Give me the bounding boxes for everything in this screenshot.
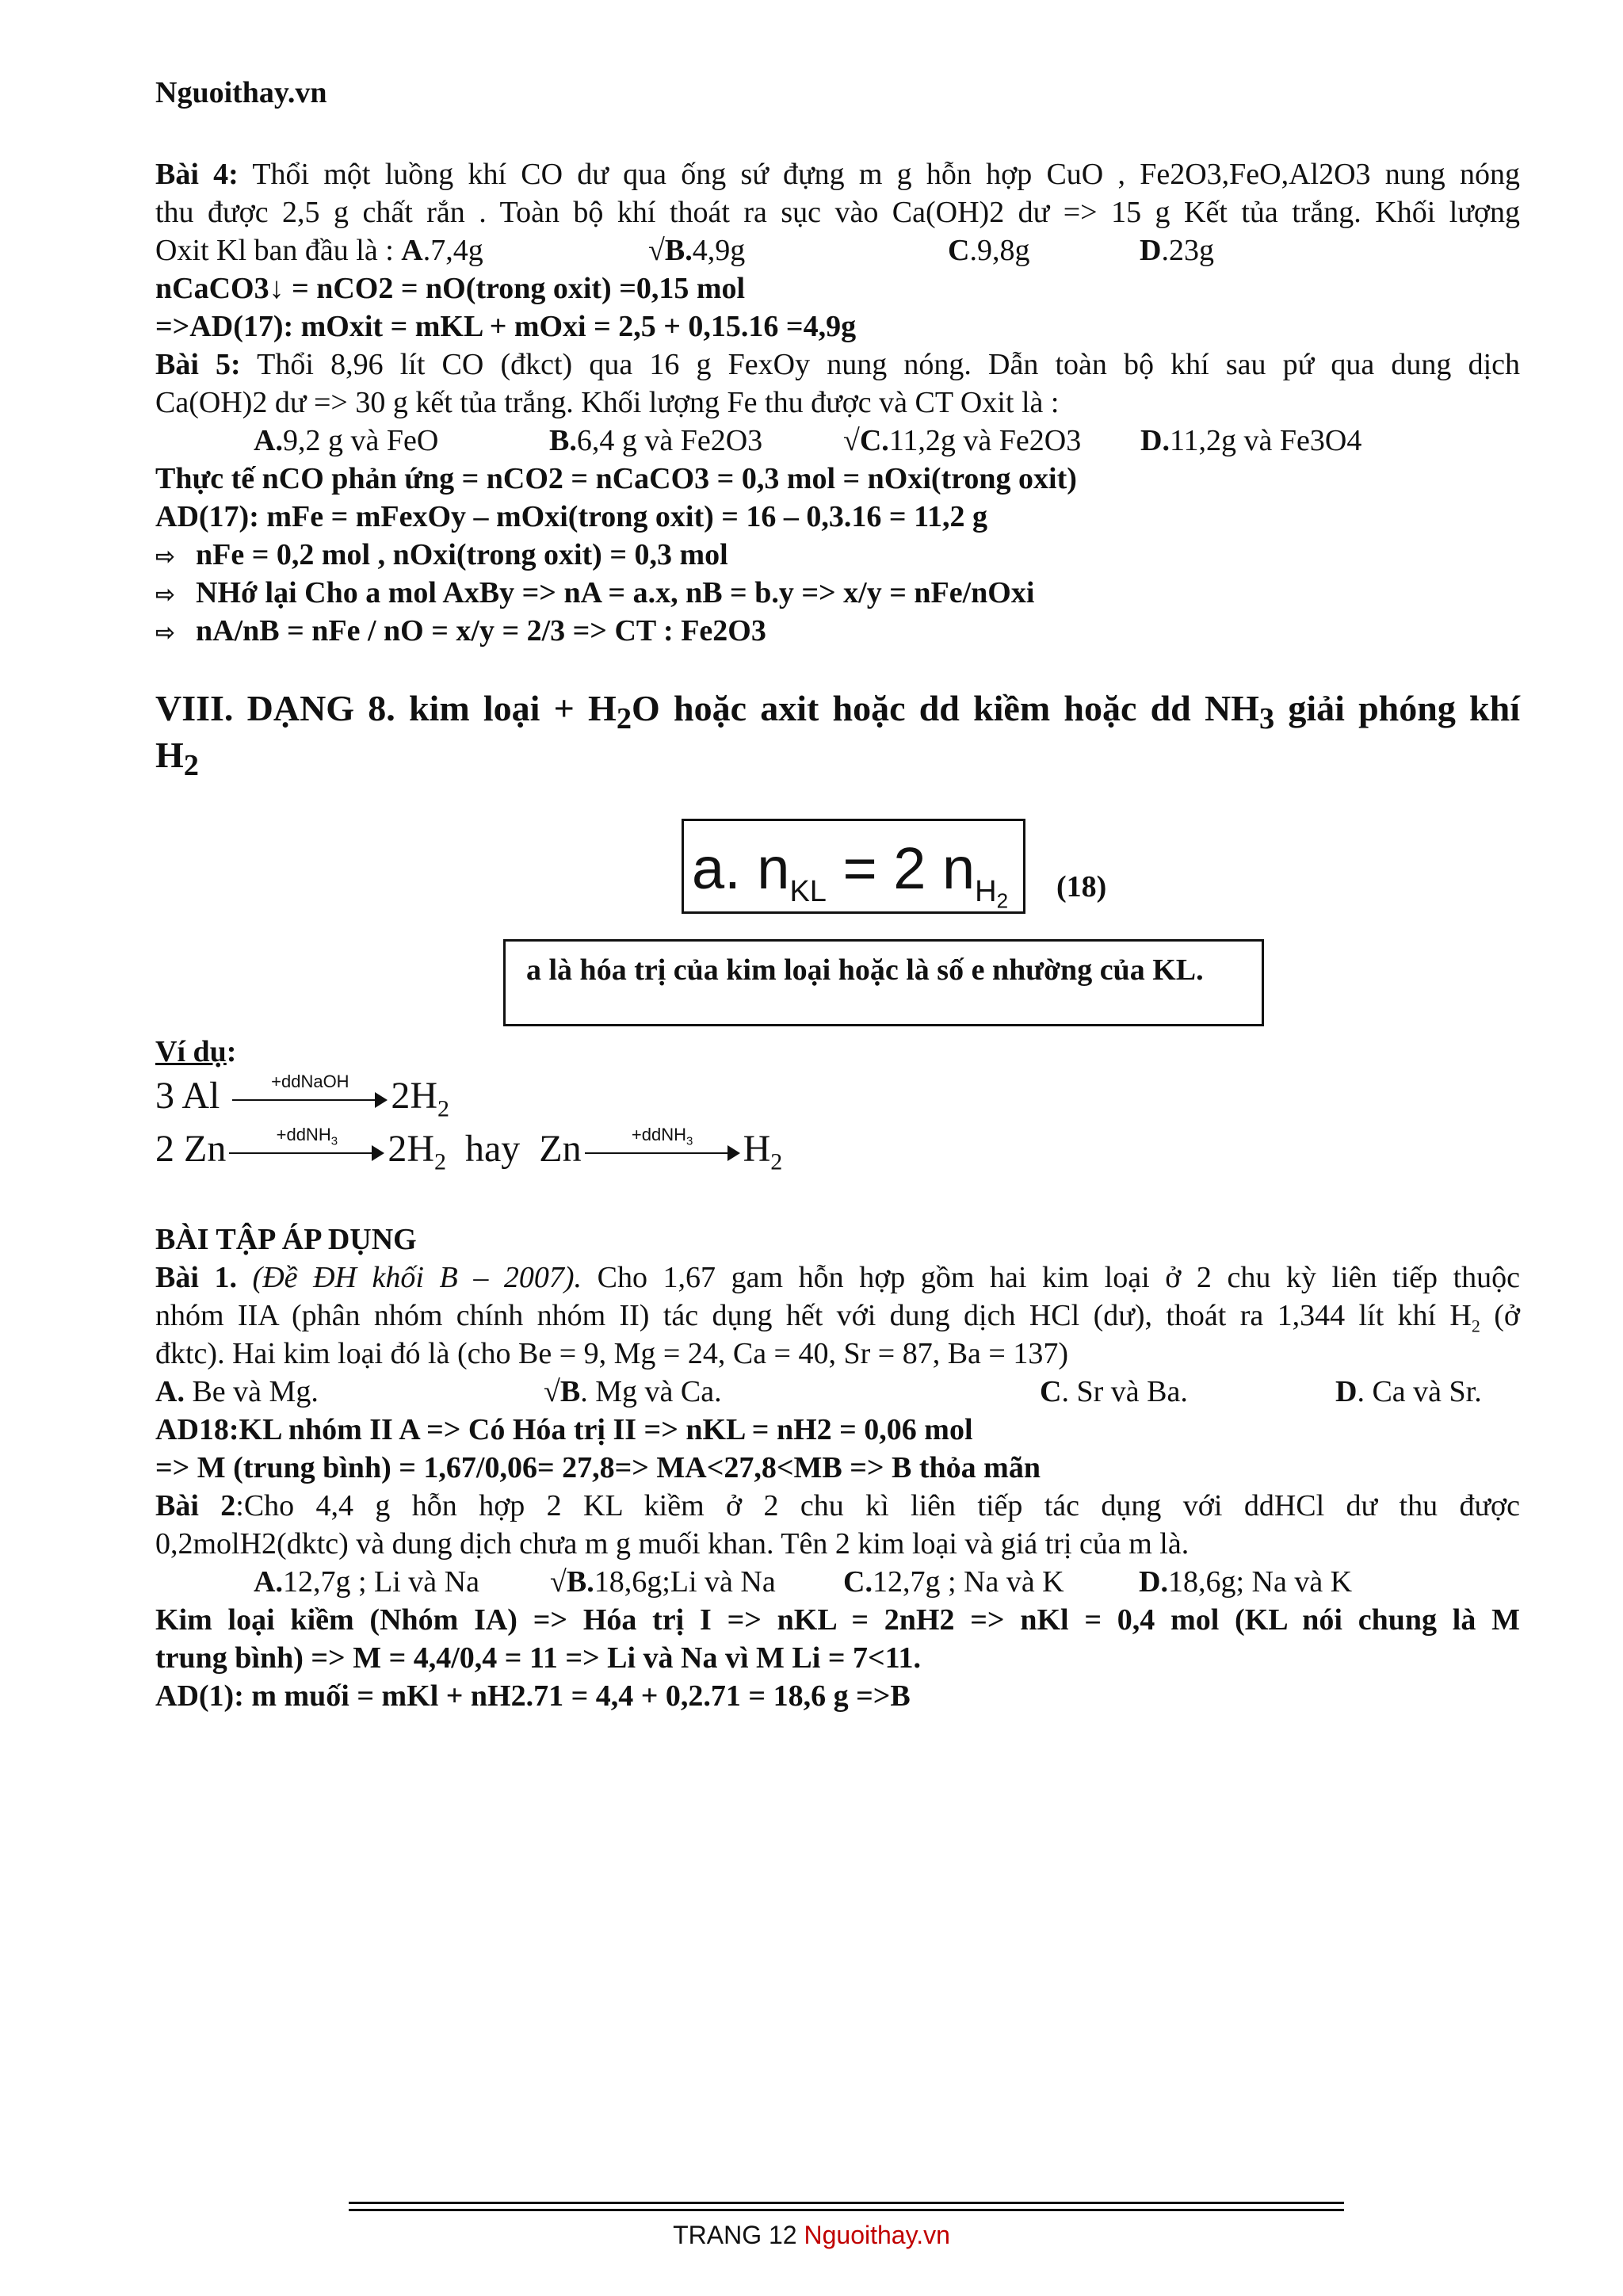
formula-18-box: a. $n_{KL} = 2$ $n_{H_2}$ <box>682 819 1025 914</box>
formula-number: (18) <box>1056 870 1107 904</box>
bai5-solution-3: ⇨ nFe = 0,2 mol , nOxi(trong oxit) = 0,3 mol <box>155 536 1520 576</box>
bai1-line3: đktc). Hai kim loại đó là (cho Be = 9, Mg = 24, Ca = 40, Sr = 87, Ba = 137) <box>155 1337 1069 1370</box>
arrow-head-icon <box>375 1092 388 1108</box>
note-text: a là hóa trị của kim loại hoặc là số e nhường của KL. <box>526 953 1204 987</box>
bai5-solution-1: Thực tế nCO phản ứng = nCO2 = nCaCO3 = 0,3 mol = nOxi(trong oxit) <box>155 462 1077 495</box>
bai2-solution-2: trung bình) => M = 4,4/0,4 = 11 => Li và Na vì M Li = 7<11. <box>155 1641 922 1675</box>
bai5-line1: Bài 5: Thổi 8,96 lít CO (đkct) qua 16 g FexOy nung nóng. Dẫn toàn bộ khí sau pứ qua dung dịch <box>155 348 1520 381</box>
bai1-option-d: D. Ca và Sr. <box>1335 1375 1482 1408</box>
bai5-solution-4: ⇨ NHớ lại Cho a mol AxBy => nA = a.x, nB = b.y => x/y = nFe/nOxi <box>155 574 1520 614</box>
bai2-option-c: C.12,7g ; Na và K <box>843 1565 1064 1599</box>
bai2-solution-3: AD(1): m muối = mKl + nH2.71 = 4,4 + 0,2.71 = 18,6 g =>B <box>155 1679 911 1713</box>
reaction-2: 2 Zn +ddNH$_3$ $2H_2$ hay Zn +ddNH$_3$ $H_2$ <box>155 1125 783 1175</box>
reaction-arrow: +ddNH$_3$ <box>585 1125 740 1173</box>
footer-rule <box>349 2202 1344 2204</box>
bai5-solution-2: AD(17): mFe = mFexOy – mOxi(trong oxit) = 16 – 0,3.16 = 11,2 g <box>155 500 987 533</box>
bai5-solution-5: ⇨ nA/nB = nFe / nO = x/y = 2/3 => CT : Fe2O3 <box>155 612 1520 652</box>
bai4-line2: thu được 2,5 g chất rắn . Toàn bộ khí thoát ra sục vào Ca(OH)2 dư => 15 g Kết tủa trắng. Khối lượng <box>155 196 1520 229</box>
page-number: TRANG 12 <box>673 2221 804 2249</box>
footer-site-link[interactable]: Nguoithay.vn <box>804 2221 950 2249</box>
bai1-options: A. Be và Mg. √B. Mg và Ca. C. Sr và Ba. D. Ca và Sr. <box>155 1373 1520 1411</box>
section-8-title: VIII. DẠNG 8. kim loại + $H_2O$ hoặc axit hoặc dd kiềm hoặc dd $NH_3$ giải phóng khí <box>155 688 1520 736</box>
bai4-label: Bài 4: <box>155 158 239 191</box>
bai4-option-b: √B.4,9g <box>648 234 746 267</box>
bai4-line1: Bài 4: Thổi một luồng khí CO dư qua ống sứ đựng m g hỗn hợp CuO , Fe2O3,FeO,Al2O3 nung nóng <box>155 158 1521 191</box>
bai2-options: A.12,7g ; Li và Na √B.18,6g;Li và Na C.12,7g ; Na và K D.18,6g; Na và K <box>254 1563 1520 1601</box>
bai4-solution-1: nCaCO3↓ = nCO2 = nO(trong oxit) =0,15 mol <box>155 272 746 305</box>
bai1-line2: nhóm IIA (phân nhóm chính nhóm II) tác dụng hết với dung dịch HCl (dư), thoát ra 1,344 lít khí $H_2$ (ở <box>155 1299 1520 1336</box>
footer <box>0 2219 1623 2251</box>
arrow-head-icon <box>727 1145 740 1161</box>
reaction-arrow: +ddNaOH <box>232 1072 388 1120</box>
bai1-line1: Bài 1. (Đề ĐH khối B – 2007). Cho 1,67 gam hỗn hợp gồm hai kim loại ở 2 chu kỳ liên tiếp thuộc <box>155 1261 1521 1294</box>
bai1-solution-1: AD18:KL nhóm II A => Có Hóa trị II => nKL = nH2 = 0,06 mol <box>155 1413 973 1446</box>
bai2-line2: 0,2molH2(dktc) và dung dịch chưa m g muối khan. Tên 2 kim loại và giá trị của m là. <box>155 1527 1190 1561</box>
arrow-head-icon <box>372 1145 384 1161</box>
footer-rule <box>349 2209 1344 2211</box>
arrow-right-icon: ⇨ <box>155 543 176 571</box>
bai4-solution-2: =>AD(17): mOxit = mKL + mOxi = 2,5 + 0,15.16 =4,9g <box>155 310 857 343</box>
bai1-option-c: C. Sr và Ba. <box>1040 1375 1188 1408</box>
bai1-solution-2: => M (trung bình) = 1,67/0,06= 27,8=> MA<27,8<MB => B thỏa mãn <box>155 1451 1041 1484</box>
bai5-option-c: √C.11,2g và Fe2O3 <box>843 424 1082 457</box>
bai5-option-b: B.6,4 g và Fe2O3 <box>549 424 763 457</box>
bai2-solution-1: Kim loại kiềm (Nhóm IA) => Hóa trị I => nKL = 2nH2 => nKl = 0,4 mol (KL nói chung là M <box>155 1603 1520 1637</box>
header-site: Nguoithay.vn <box>155 76 327 109</box>
arrow-right-icon: ⇨ <box>155 581 176 609</box>
bai5-label: Bài 5: <box>155 348 241 381</box>
reaction-1: 3 Al +ddNaOH $2H_2$ <box>155 1072 450 1122</box>
bai5-option-d: D.11,2g và Fe3O4 <box>1140 424 1362 457</box>
bai4-option-d: D.23g <box>1140 234 1214 267</box>
example-label: Ví dụ: <box>155 1035 237 1068</box>
bai4-options: Oxit Kl ban đầu là : A.7,4g √B.4,9g C.9,8g D.23g <box>155 231 1520 269</box>
exercises-heading: BÀI TẬP ÁP DỤNG <box>155 1223 417 1256</box>
section-8-title-line2: $H_2$ <box>155 735 199 783</box>
arrow-right-icon: ⇨ <box>155 619 176 647</box>
bai4-option-c: C.9,8g <box>948 234 1030 267</box>
bai1-option-b: √B. Mg và Ca. <box>544 1375 722 1408</box>
bai2-option-d: D.18,6g; Na và K <box>1139 1565 1353 1599</box>
bai2-option-b: √B.18,6g;Li và Na <box>550 1565 776 1599</box>
reaction-arrow: +ddNH$_3$ <box>229 1125 384 1173</box>
bai5-line2: Ca(OH)2 dư => 30 g kết tủa trắng. Khối lượng Fe thu được và CT Oxit là : <box>155 386 1060 419</box>
bai2-line1: Bài 2:Cho 4,4 g hỗn hợp 2 KL kiềm ở 2 chu kì liên tiếp tác dụng với ddHCl dư thu được <box>155 1489 1520 1522</box>
bai5-options: A.9,2 g và FeO B.6,4 g và Fe2O3 √C.11,2g và Fe2O3 D.11,2g và Fe3O4 <box>254 422 1520 460</box>
